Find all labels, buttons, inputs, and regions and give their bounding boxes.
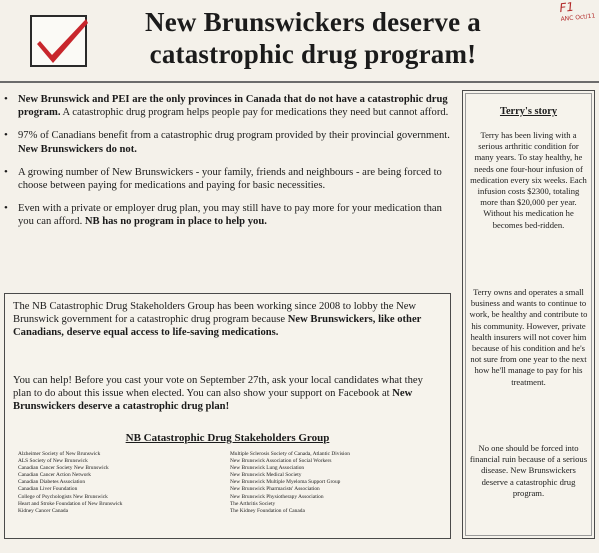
bullet-item: • New Brunswick and PEI are the only provinces in Canada that do not have a catastrophic drug program. A catastrophic drug program helps people pay for medications they need but cannot afford. [4, 93, 449, 119]
bullet-dot-icon: • [4, 202, 8, 215]
bullet-item: • 97% of Canadians benefit from a catastrophic drug program provided by their provincial government. New Brunswickers do not. [4, 129, 450, 155]
checkbox-logo [30, 15, 87, 67]
story-paragraph-3: No one should be forced into financial ruin because of a serious disease. New Brunswickers deserve a catastrophic drug program. [469, 443, 588, 498]
stakeholders-paragraph-2: You can help! Before you cast your vote on September 27th, ask your local candidates what they plan to do about this issue when elected. You can also show your support on Facebook at New Brunswickers deserve a catastrophic drug plan! [13, 375, 423, 413]
stakeholders-paragraph-1: The NB Catastrophic Drug Stakeholders Group has been working since 2008 to lobby the New Brunswick government for a catastrophic drug program because New Brunswickers, like other Canadians, deserve equal access to life-saving medications. [13, 301, 422, 339]
member-item: The Arthritis Society [230, 500, 276, 507]
member-item: Canadian Cancer Society New Brunswick [18, 465, 109, 472]
stakeholders-box [4, 293, 451, 539]
bullet-list [4, 93, 459, 239]
member-item: Multiple Sclerosis Society of Canada, Atlantic Division [230, 451, 350, 457]
stakeholders-group-heading: NB Catastrophic Drug Stakeholders Group [125, 432, 330, 444]
title-line-2: catastrophic drug program! [149, 39, 477, 69]
handwritten-annotation [559, 0, 599, 24]
checkmark-icon [30, 11, 92, 69]
bullet-item: • A growing number of New Brunswickers - your family, friends and neighbours - are being forced to choose between paying for medications and paying for basic necessities. [4, 165, 442, 192]
member-item: Canadian Liver Foundation [18, 486, 78, 493]
members-list-right [230, 451, 440, 515]
member-item: New Brunswick Physiotherapy Association [230, 493, 324, 500]
title-line-1: New Brunswickers deserve a [145, 7, 481, 37]
member-item: Canadian Diabetes Association [18, 479, 86, 486]
page-title [98, 6, 528, 70]
member-item: The Kidney Foundation of Canada [230, 507, 305, 514]
handwritten-mark: F1 [558, 0, 575, 16]
story-paragraph-2: Terry owns and operates a small business and wants to continue to work, be healthy and contribute to his community. However, private health insurers will not cover him because of his condition and he's not sure from one year to the next how he'll manage to pay for his treatment. [469, 287, 588, 387]
story-title: Terry's story [499, 106, 558, 117]
member-item: College of Psychologists New Brunswick [18, 493, 108, 500]
member-item: New Brunswick Lung Association [230, 465, 305, 472]
bullet-dot-icon: • [4, 165, 8, 178]
member-item: New Brunswick Pharmacists' Association [230, 486, 320, 493]
member-item: Alzheimer Society of New Brunswick [18, 451, 101, 457]
handwritten-note: ANC Oct/11 [560, 12, 596, 24]
member-item: ALS Society of New Brunswick [18, 458, 88, 465]
bullet-dot-icon: • [4, 93, 8, 105]
member-item: Canadian Cancer Action Network [18, 472, 91, 479]
members-list-left [18, 451, 218, 515]
member-item: Kidney Cancer Canada [18, 507, 68, 514]
member-item: New Brunswick Medical Society [230, 472, 302, 479]
member-item: New Brunswick Multiple Myeloma Support Group [230, 479, 341, 486]
header-divider [0, 81, 599, 83]
bullet-item: • Even with a private or employer drug plan, you may still have to pay more for your medication than you can afford. NB has no program in place to help you. [4, 202, 442, 228]
member-item: Heart and Stroke Foundation of New Brunswick [18, 500, 123, 507]
bullet-dot-icon: • [4, 129, 8, 142]
member-item: New Brunswick Association of Social Workers [230, 458, 332, 465]
story-sidebar [462, 90, 595, 539]
story-paragraph-1: Terry has been living with a serious arthritic condition for many years. To stay healthy, he needs one four-hour infusion of medication every six weeks. Each infusion costs $2300, totaling more than $20,000 per year. Without his medication he becomes bed-ridden. [470, 130, 587, 230]
